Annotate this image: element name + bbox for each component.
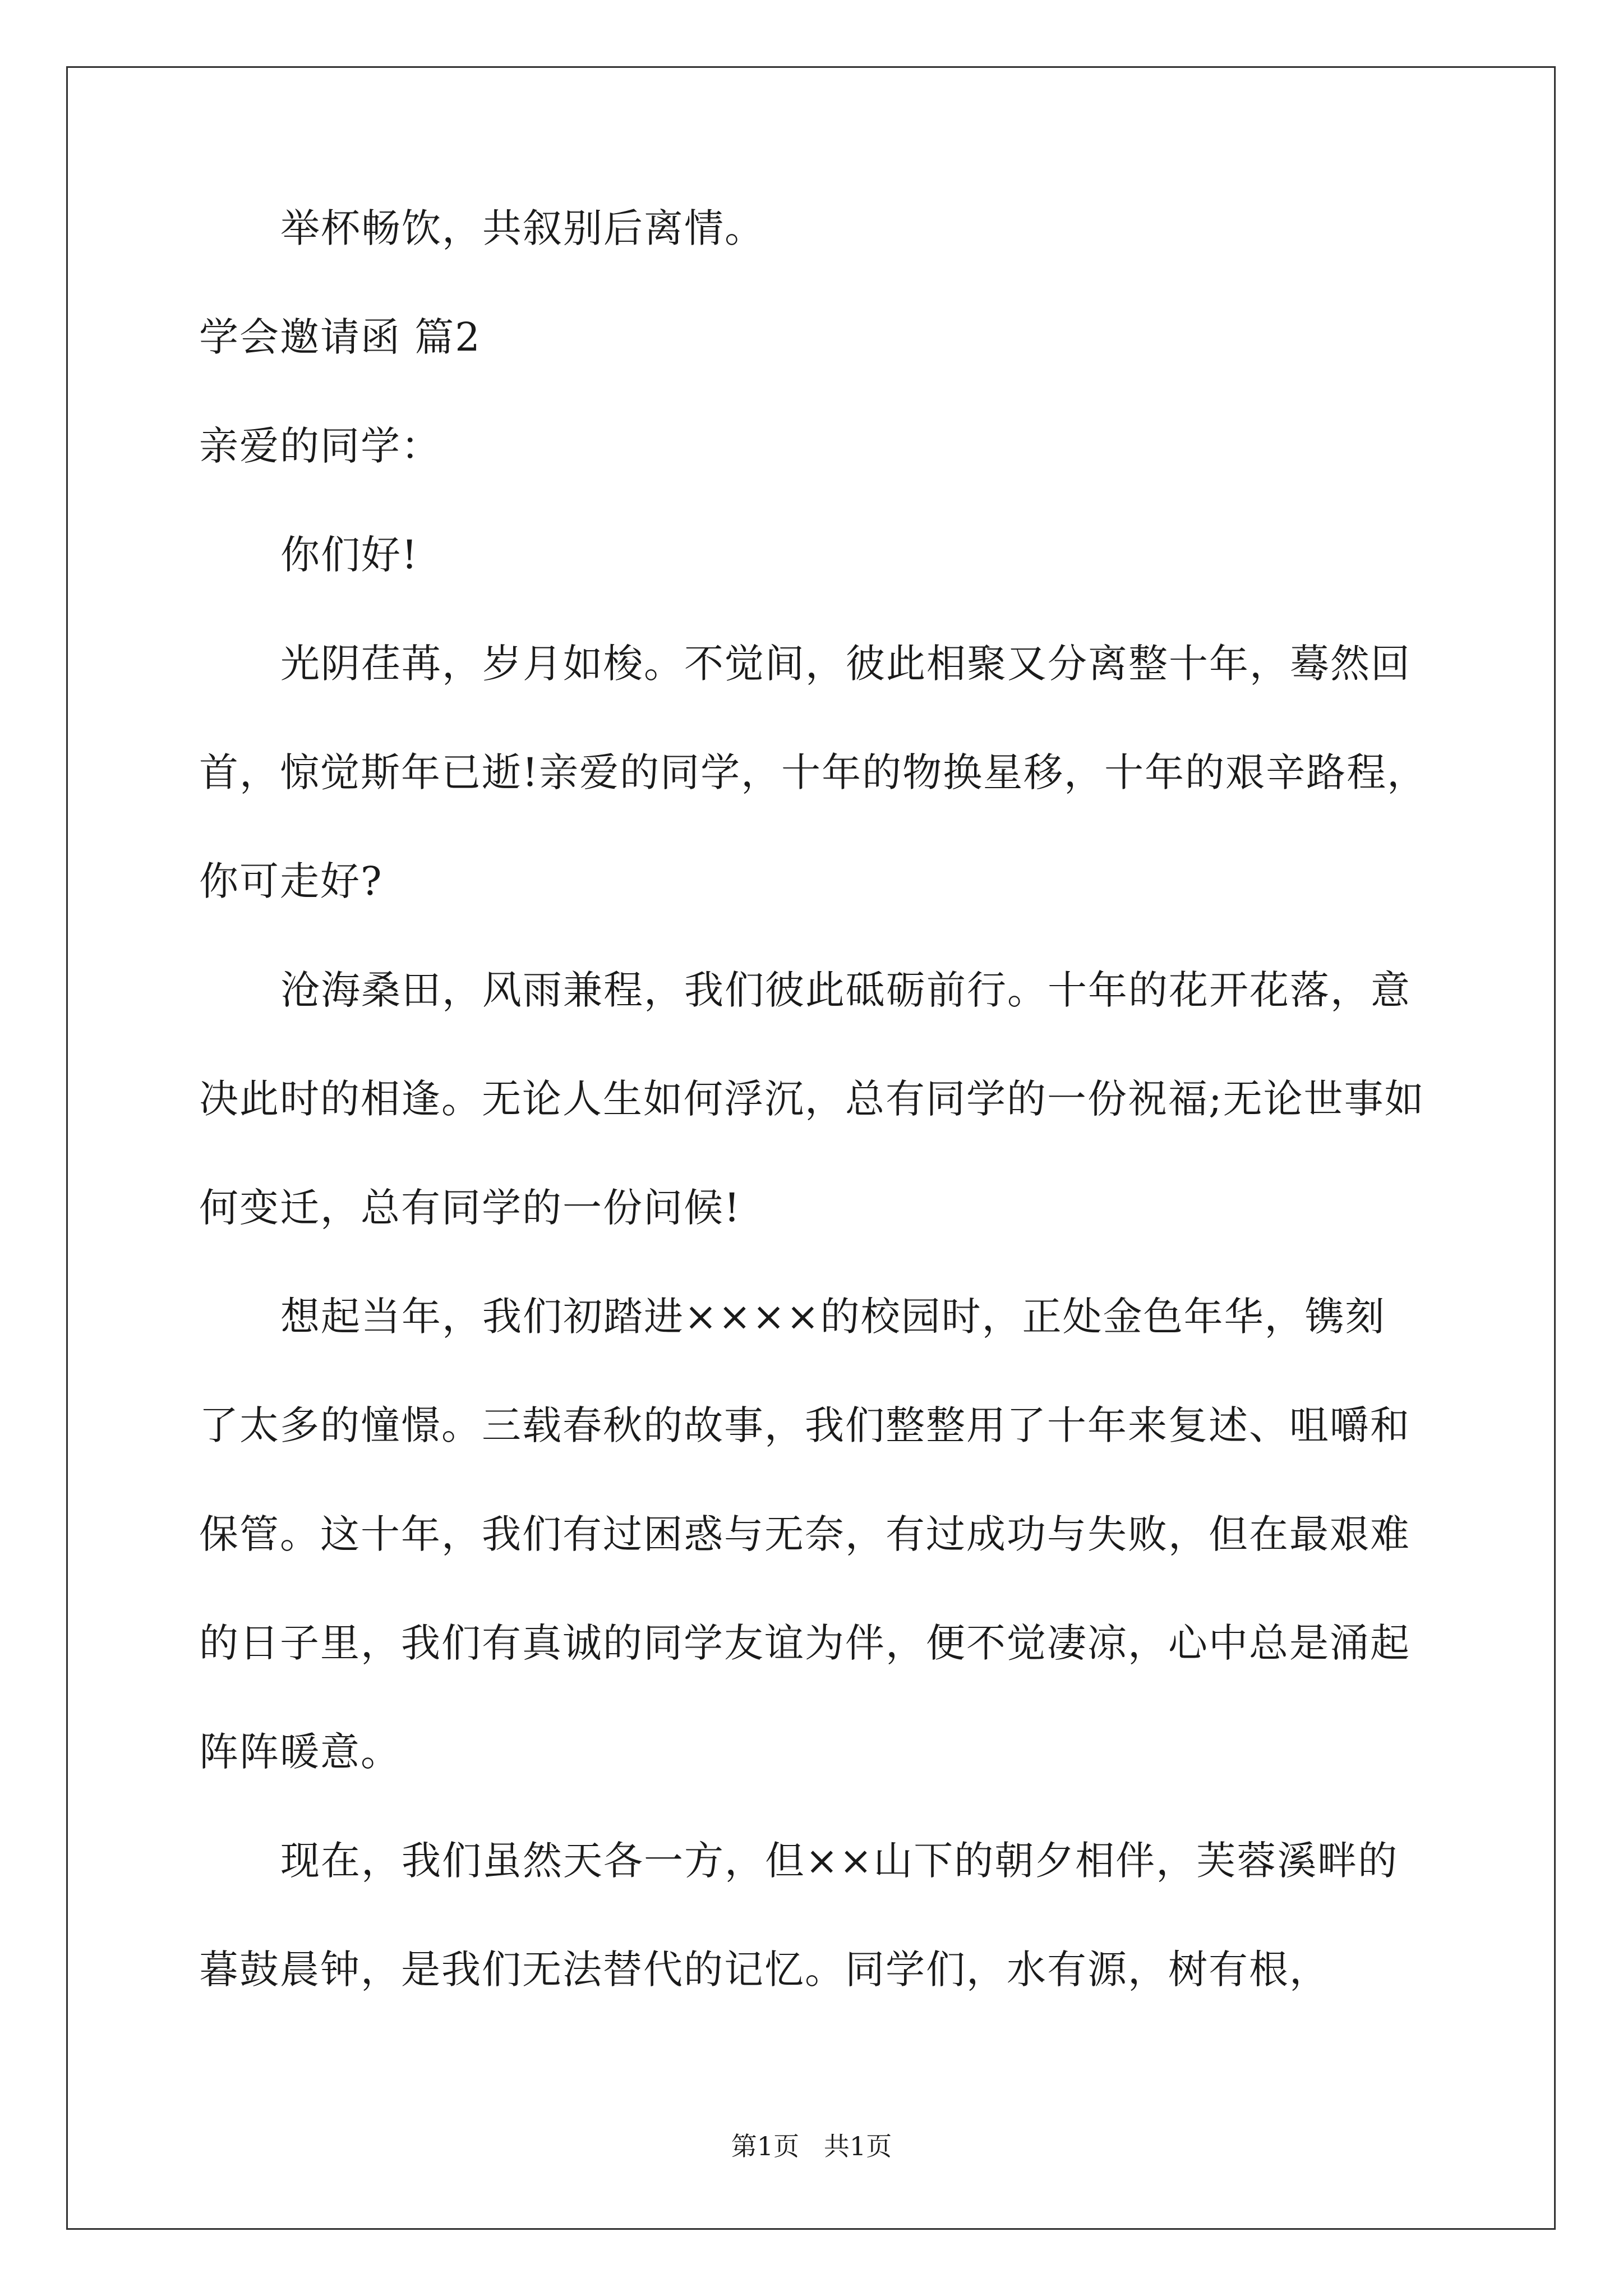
section-heading: 学会邀请函 篇2 [199, 314, 481, 360]
paragraph-4-line-1: 现在，我们虽然天各一方，但××山下的朝夕相伴，芙蓉溪畔的 [280, 1838, 1399, 1884]
salutation: 亲爱的同学： [199, 423, 441, 469]
paragraph-1-line-1: 光阴荏苒，岁月如梭。不觉间，彼此相聚又分离整十年，蓦然回 [280, 641, 1411, 687]
paragraph-3-line-1: 想起当年，我们初踏进××××的校园时，正处金色年华，镌刻 [280, 1294, 1386, 1340]
page-border [66, 66, 1556, 2230]
paragraph-3-line-3: 保管。这十年，我们有过困惑与无奈，有过成功与失败，但在最艰难 [199, 1511, 1410, 1557]
paragraph-3-line-4: 的日子里，我们有真诚的同学友谊为伴，便不觉凄凉，心中总是涌起 [199, 1620, 1410, 1666]
paragraph-3-line-2: 了太多的憧憬。三载春秋的故事，我们整整用了十年来复述、咀嚼和 [199, 1402, 1410, 1448]
paragraph-3-line-5: 阵阵暖意。 [199, 1729, 401, 1775]
paragraph-closing-line: 举杯畅饮，共叙别后离情。 [280, 205, 765, 251]
greeting: 你们好! [280, 532, 419, 578]
paragraph-1-line-2: 首，惊觉斯年已逝!亲爱的同学，十年的物换星移，十年的艰辛路程， [199, 749, 1428, 795]
paragraph-4-line-2: 暮鼓晨钟，是我们无法替代的记忆。同学们，水有源，树有根， [199, 1947, 1330, 1993]
paragraph-1-line-3: 你可走好? [199, 858, 383, 904]
paragraph-2-line-3: 何变迁，总有同学的一份问候! [199, 1185, 741, 1231]
paragraph-2-line-2: 决此时的相逢。无论人生如何浮沉，总有同学的一份祝福;无论世事如 [199, 1076, 1425, 1122]
page-number-footer: 第1页 共1页 [731, 2131, 892, 2161]
paragraph-2-line-1: 沧海桑田，风雨兼程，我们彼此砥砺前行。十年的花开花落，意 [280, 967, 1411, 1013]
